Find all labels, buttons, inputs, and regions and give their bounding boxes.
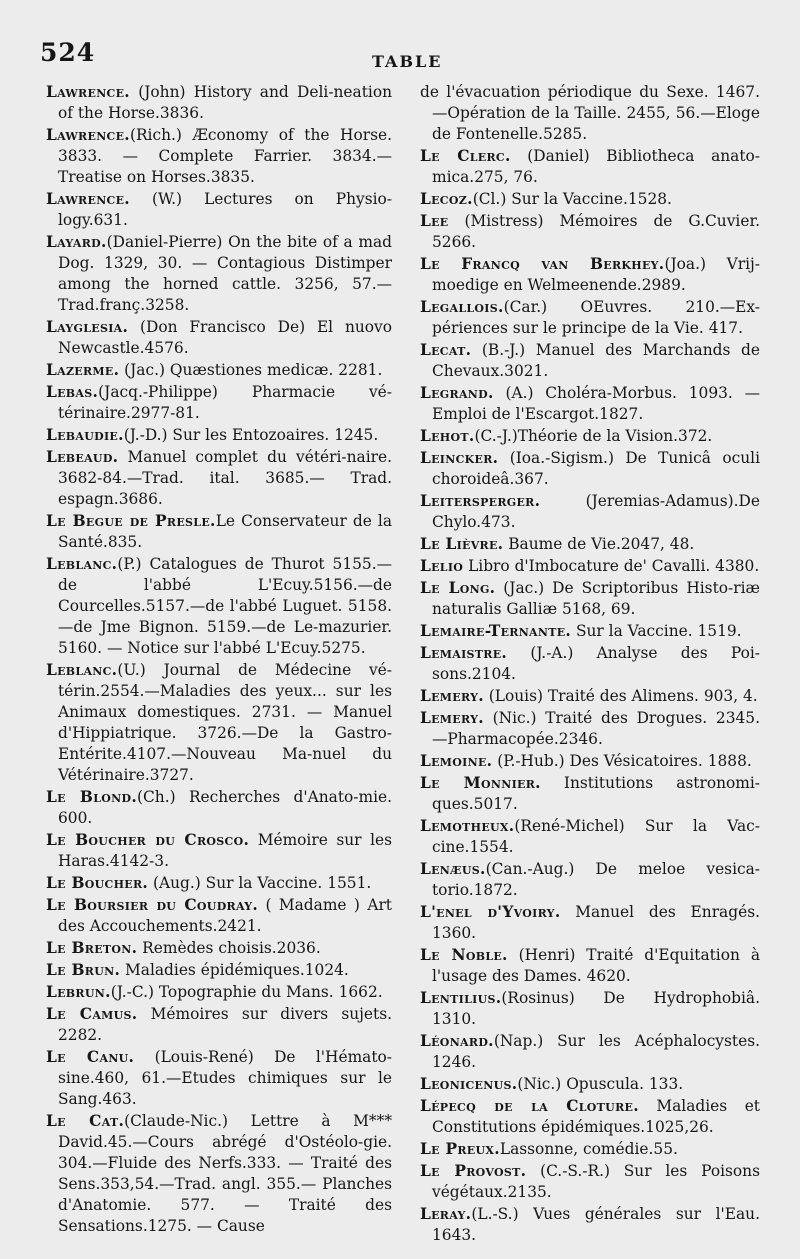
entry-headword: Lawrence.	[46, 190, 130, 208]
index-entry	[420, 902, 760, 944]
entry-headword: Lelio	[420, 557, 464, 575]
entry-text: (Ch.) Recherches d'Anato-mie. 600.	[58, 788, 393, 827]
entry-headword: Lentilius.	[420, 989, 502, 1007]
index-entry	[420, 1031, 760, 1073]
index-entry	[46, 660, 392, 786]
entry-text: (U.) Journal de Médecine vé-térin.2554.—Maladies des yeux... sur les Animaux domestiques. 2731. — Manuel d'Hippiatrique. 3726.—De la Gastro-Entérite.4107.—Nouveau Ma-nuel du Vétérinaire.3727.	[58, 661, 392, 784]
entry-text: (J.-D.) Sur les Entozoaires. 1245.	[123, 426, 379, 444]
entry-text: (Rich.) Æconomy of the Horse. 3833. — Complete Farrier. 3834.—Treatise on Horses.3835.	[58, 126, 392, 186]
entry-headword: Le Breton.	[46, 939, 138, 957]
entry-text: (P.-Hub.) Des Vésicatoires. 1888.	[492, 752, 752, 770]
entry-headword: Layglesia.	[46, 318, 129, 336]
running-head: TABLE	[372, 52, 443, 71]
index-entry	[420, 297, 760, 339]
index-entry	[420, 686, 760, 707]
index-entry	[46, 873, 392, 894]
index-entry	[46, 960, 392, 981]
index-entry	[420, 773, 760, 815]
entry-headword: Lemaire-Ternante.	[420, 622, 572, 640]
entry-text: (Jac.) Quæstiones medicæ. 2281.	[119, 361, 383, 379]
index-column-right	[420, 82, 760, 1247]
index-entry	[46, 317, 392, 359]
index-column-left	[46, 82, 392, 1238]
entry-text: (Claude-Nic.) Lettre à M*** David.45.—Cours abrégé d'Ostéolo-gie. 304.—Fluide des Nerfs.333. — Traité des Sens.353,54.—Trad. angl. 355.— Planches d'Anatomie. 577. — Traité des Sensations.1275. — Cause	[58, 1112, 393, 1235]
index-entry	[420, 189, 760, 210]
entry-text: (C.-S.-R.) Sur les Poisons végétaux.2135.	[432, 1162, 760, 1201]
index-entry	[420, 383, 760, 425]
entry-text: de l'évacuation périodique du Sexe. 1467.—Opération de la Taille. 2455, 56.—Eloge de Fontenelle.5285.	[420, 83, 760, 143]
index-entry	[46, 787, 392, 829]
entry-headword: Lazerme.	[46, 361, 120, 379]
index-entry	[420, 1139, 760, 1160]
entry-text: (A.) Choléra-Morbus. 1093. —Emploi de l'Escargot.1827.	[432, 384, 760, 423]
entry-text: Manuel complet du vétéri-naire. 3682-84.—Trad. ital. 3685.— Trad. espagn.3686.	[58, 448, 392, 508]
entry-headword: Le Preux.	[420, 1140, 500, 1158]
index-entry	[420, 254, 760, 296]
entry-headword: Le Francq van Berkhey.	[420, 255, 665, 273]
entry-text: (P.) Catalogues de Thurot 5155.—de l'abbé L'Ecuy.5156.—de Courcelles.5157.—de l'abbé Luguet. 5158. —de Jme Bignon. 5159.—de Le-mazurier. 5160. — Notice sur l'abbé L'Ecuy.5275.	[58, 555, 392, 657]
entry-headword: Lemaistre.	[420, 644, 508, 662]
entry-headword: Lépecq de la Cloture.	[420, 1097, 639, 1115]
index-entry	[420, 988, 760, 1030]
entry-headword: Lehot.	[420, 427, 475, 445]
entry-text: (Ioa.-Sigism.) De Tunicâ oculi choroideâ.367.	[432, 449, 760, 488]
index-entry	[46, 1047, 392, 1110]
entry-text: (W.) Lectures on Physio-logy.631.	[58, 190, 392, 229]
index-entry	[420, 448, 760, 490]
entry-text: (Cl.) Sur la Vaccine.1528.	[472, 190, 672, 208]
index-entry	[46, 554, 392, 659]
entry-headword: Lee	[420, 212, 449, 230]
entry-headword: Layard.	[46, 233, 107, 251]
entry-headword: Leblanc.	[46, 661, 118, 679]
entry-headword: Lemery.	[420, 709, 484, 727]
entry-headword: Lemery.	[420, 687, 484, 705]
entry-headword: Leray.	[420, 1205, 472, 1223]
entry-headword: Le Monnier.	[420, 774, 541, 792]
entry-text: (Jac.) De Scriptoribus Histo-riæ naturalis Galliæ 5168, 69.	[432, 579, 760, 618]
entry-text: (Don Francisco De) El nuovo Newcastle.4576.	[58, 318, 392, 357]
entry-text: Sur la Vaccine. 1519.	[571, 622, 742, 640]
entry-text: (Louis-René) De l'Hémato-sine.460, 61.—Etudes chimiques sur le Sang.463.	[58, 1048, 392, 1108]
entry-headword: Lebrun.	[46, 983, 111, 1001]
entry-text: Mémoire sur les Haras.4142-3.	[58, 831, 393, 870]
entry-text: Libro d'Imbocature de' Cavalli. 4380.	[463, 557, 760, 575]
entry-text: Maladies épidémiques.1024.	[120, 961, 349, 979]
entry-headword: Le Boucher du Crosco.	[46, 831, 250, 849]
entry-text: Institutions astronomi-ques.5017.	[432, 774, 761, 813]
entry-headword: Leincker.	[420, 449, 499, 467]
entry-headword: Le Boursier du Coudray.	[46, 896, 259, 914]
entry-headword: Lawrence.	[46, 83, 130, 101]
index-entry	[420, 1204, 760, 1246]
entry-headword: Lebas.	[46, 383, 99, 401]
entry-headword: L'enel d'Yvoiry.	[420, 903, 561, 921]
entry-headword: Leitersperger.	[420, 492, 541, 510]
index-entry	[46, 511, 392, 553]
index-entry	[420, 340, 760, 382]
entry-text: Lassonne, comédie.55.	[499, 1140, 678, 1158]
entry-text: (J.-A.) Analyse des Poi-sons.2104.	[432, 644, 760, 683]
entry-text: (Nic.) Opuscula. 133.	[517, 1075, 684, 1093]
index-entry	[420, 1161, 760, 1203]
index-entry	[420, 859, 760, 901]
entry-text: (Henri) Traité d'Equitation à l'usage des Dames. 4620.	[432, 946, 760, 985]
index-entry	[420, 426, 760, 447]
entry-headword: Leblanc.	[46, 555, 118, 573]
entry-headword: Legallois.	[420, 298, 504, 316]
index-entry	[46, 382, 392, 424]
entry-text: Le Conservateur de la Santé.835.	[58, 512, 392, 551]
index-entry	[46, 360, 392, 381]
index-entry	[46, 982, 392, 1003]
entry-text: (J.-C.) Topographie du Mans. 1662.	[110, 983, 383, 1001]
entry-headword: Lemotheux.	[420, 817, 515, 835]
entry-text: (Nap.) Sur les Acéphalocystes. 1246.	[432, 1032, 760, 1071]
index-entry	[420, 751, 760, 772]
index-entry	[46, 1004, 392, 1046]
index-entry	[46, 938, 392, 959]
entry-text: Baume de Vie.2047, 48.	[503, 535, 695, 553]
entry-headword: Legrand.	[420, 384, 494, 402]
entry-text: (L.-S.) Vues générales sur l'Eau. 1643.	[432, 1205, 760, 1244]
index-entry	[46, 125, 392, 188]
entry-headword: Lemoine.	[420, 752, 493, 770]
index-entry	[420, 211, 760, 253]
index-entry	[420, 621, 760, 642]
entry-text: (Joa.) Vrij-moedige en Welmeenende.2989.	[432, 255, 760, 294]
entry-headword: Le Boucher.	[46, 874, 149, 892]
entry-headword: Le Camus.	[46, 1005, 138, 1023]
index-entry	[46, 82, 392, 124]
entry-text: (Rosinus) De Hydrophobiâ. 1310.	[432, 989, 760, 1028]
index-entry	[46, 232, 392, 316]
entry-text: (C.-J.)Théorie de la Vision.372.	[474, 427, 713, 445]
entry-text: (Aug.) Sur la Vaccine. 1551.	[148, 874, 372, 892]
index-entry	[46, 1111, 392, 1237]
index-entry	[420, 816, 760, 858]
entry-headword: Le Clerc.	[420, 147, 511, 165]
entry-text: (Can.-Aug.) De meloe vesica-torio.1872.	[432, 860, 760, 899]
entry-text: (Daniel) Bibliotheca anato-mica.275, 76.	[432, 147, 760, 186]
entry-text: (Daniel-Pierre) On the bite of a mad Dog. 1329, 30. — Contagious Distimper among the horned cattle. 3256, 57.—Trad.franç.3258.	[58, 233, 392, 314]
index-entry	[46, 189, 392, 231]
entry-text: Mémoires sur divers sujets. 2282.	[58, 1005, 393, 1044]
page-number: 524	[40, 38, 96, 67]
index-entry	[420, 491, 760, 533]
entry-headword: Le Provost.	[420, 1162, 527, 1180]
entry-headword: Le Begue de Presle.	[46, 512, 216, 530]
index-entry	[420, 1074, 760, 1095]
index-entry	[420, 82, 760, 145]
index-entry	[420, 578, 760, 620]
entry-text: (Jacq.-Philippe) Pharmacie vé-térinaire.2977-81.	[58, 383, 392, 422]
index-entry	[420, 1096, 760, 1138]
entry-headword: Lebaudie.	[46, 426, 124, 444]
entry-headword: Le Canu.	[46, 1048, 135, 1066]
index-entry	[420, 556, 760, 577]
entry-text: (B.-J.) Manuel des Marchands de Chevaux.3021.	[432, 341, 760, 380]
entry-text: (John) History and Deli-neation of the Horse.3836.	[58, 83, 392, 122]
entry-text: (Nic.) Traité des Drogues. 2345. —Pharmacopée.2346.	[432, 709, 760, 748]
entry-headword: Le Cat.	[46, 1112, 125, 1130]
index-entry	[46, 425, 392, 446]
index-entry	[46, 895, 392, 937]
entry-headword: Lebeaud.	[46, 448, 119, 466]
entry-text: Manuel des Enragés. 1360.	[432, 903, 760, 942]
entry-text: (Mistress) Mémoires de G.Cuvier. 5266.	[432, 212, 760, 251]
entry-text: (René-Michel) Sur la Vac-cine.1554.	[432, 817, 760, 856]
entry-headword: Le Brun.	[46, 961, 121, 979]
entry-headword: Lawrence.	[46, 126, 130, 144]
entry-headword: Léonard.	[420, 1032, 494, 1050]
entry-headword: Lecoz.	[420, 190, 473, 208]
entry-text: Remèdes choisis.2036.	[137, 939, 321, 957]
entry-text: (Car.) OEuvres. 210.—Ex-périences sur le principe de la Vie. 417.	[432, 298, 760, 337]
entry-headword: Le Blond.	[46, 788, 138, 806]
entry-text: Maladies et Constitutions épidémiques.1025,26.	[432, 1097, 760, 1136]
index-entry	[420, 643, 760, 685]
entry-headword: Le Lièvre.	[420, 535, 504, 553]
entry-text: (Louis) Traité des Alimens. 903, 4.	[483, 687, 758, 705]
index-entry	[420, 708, 760, 750]
index-entry	[420, 534, 760, 555]
entry-headword: Leonicenus.	[420, 1075, 518, 1093]
index-entry	[420, 146, 760, 188]
entry-text: (Jeremias-Adamus).De Chylo.473.	[432, 492, 760, 531]
index-entry	[46, 447, 392, 510]
entry-headword: Lecat.	[420, 341, 472, 359]
entry-headword: Le Long.	[420, 579, 496, 597]
index-entry	[46, 830, 392, 872]
entry-text: ( Madame ) Art des Accouchements.2421.	[58, 896, 392, 935]
entry-headword: Le Noble.	[420, 946, 508, 964]
index-entry	[420, 945, 760, 987]
entry-headword: Lenæus.	[420, 860, 486, 878]
